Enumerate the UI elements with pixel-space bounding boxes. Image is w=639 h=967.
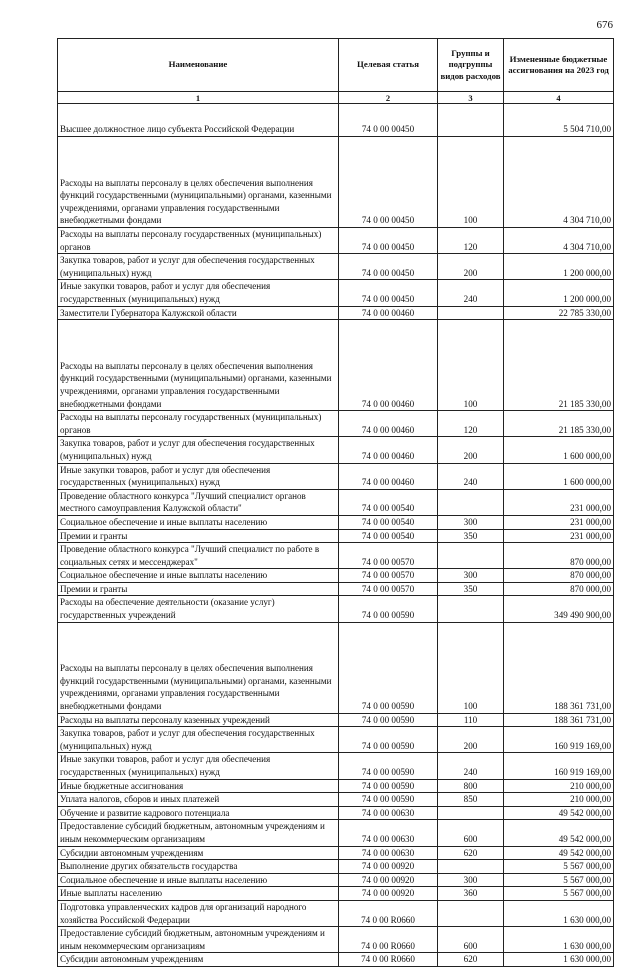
row-name: Закупка товаров, работ и услуг для обеспечения государственных (муниципальных) нужд bbox=[58, 437, 339, 463]
row-name: Выполнение других обязательств государства bbox=[58, 860, 339, 874]
row-target-article: 74 0 00 00630 bbox=[339, 820, 438, 846]
table-row bbox=[58, 463, 614, 489]
header-expense-groups: Группы и подгруппы видов расходов bbox=[438, 39, 504, 92]
row-amount: 231 000,00 bbox=[504, 489, 614, 515]
table-row bbox=[58, 515, 614, 529]
row-target-article: 74 0 00 00630 bbox=[339, 846, 438, 860]
row-target-article: 74 0 00 00920 bbox=[339, 873, 438, 887]
table-row bbox=[58, 596, 614, 622]
row-expense-group: 800 bbox=[438, 779, 504, 793]
row-expense-group: 200 bbox=[438, 727, 504, 753]
row-name: Расходы на выплаты персоналу в целях обеспечения выполнения функций государственными (муниципальными) органами, казенными учреждениями, органами управления государственными внебюджетными фондами bbox=[58, 622, 339, 713]
row-target-article: 74 0 00 00460 bbox=[339, 320, 438, 411]
row-target-article: 74 0 00 00590 bbox=[339, 596, 438, 622]
row-name: Подготовка управленческих кадров для организаций народного хозяйства Российской Федерации bbox=[58, 900, 339, 926]
header-allocations: Измененные бюджетные ассигнования на 2023 год bbox=[504, 39, 614, 92]
column-number: 4 bbox=[504, 92, 614, 104]
row-amount: 870 000,00 bbox=[504, 582, 614, 596]
table-row bbox=[58, 953, 614, 967]
row-target-article: 74 0 00 00570 bbox=[339, 569, 438, 583]
row-amount: 188 361 731,00 bbox=[504, 713, 614, 727]
row-name: Обучение и развитие кадрового потенциала bbox=[58, 806, 339, 820]
row-amount: 4 304 710,00 bbox=[504, 228, 614, 254]
row-target-article: 74 0 00 00630 bbox=[339, 806, 438, 820]
row-amount: 1 630 000,00 bbox=[504, 900, 614, 926]
row-amount: 1 200 000,00 bbox=[504, 254, 614, 280]
row-target-article: 74 0 00 00460 bbox=[339, 463, 438, 489]
table-row bbox=[58, 569, 614, 583]
row-amount: 22 785 330,00 bbox=[504, 306, 614, 320]
row-amount: 1 630 000,00 bbox=[504, 953, 614, 967]
row-expense-group bbox=[438, 596, 504, 622]
row-expense-group bbox=[438, 306, 504, 320]
table-row bbox=[58, 927, 614, 953]
row-expense-group: 100 bbox=[438, 320, 504, 411]
row-name: Иные закупки товаров, работ и услуг для обеспечения государственных (муниципальных) нужд bbox=[58, 753, 339, 779]
row-amount: 4 304 710,00 bbox=[504, 137, 614, 228]
row-name: Проведение областного конкурса "Лучший специалист органов местного самоуправления Калужской области" bbox=[58, 489, 339, 515]
row-amount: 49 542 000,00 bbox=[504, 820, 614, 846]
row-amount: 210 000,00 bbox=[504, 793, 614, 807]
row-name: Социальное обеспечение и иные выплаты населению bbox=[58, 569, 339, 583]
table-row bbox=[58, 887, 614, 901]
table-row bbox=[58, 860, 614, 874]
table-row bbox=[58, 543, 614, 569]
row-name: Расходы на обеспечение деятельности (оказание услуг) государственных учреждений bbox=[58, 596, 339, 622]
table-row bbox=[58, 713, 614, 727]
row-expense-group: 850 bbox=[438, 793, 504, 807]
row-amount: 5 567 000,00 bbox=[504, 860, 614, 874]
table-row bbox=[58, 529, 614, 543]
row-expense-group: 600 bbox=[438, 820, 504, 846]
row-expense-group: 360 bbox=[438, 887, 504, 901]
row-name: Иные выплаты населению bbox=[58, 887, 339, 901]
table-row bbox=[58, 582, 614, 596]
row-expense-group: 240 bbox=[438, 280, 504, 306]
row-amount: 5 567 000,00 bbox=[504, 873, 614, 887]
row-name: Предоставление субсидий бюджетным, автономным учреждениям и иным некоммерческим организациям bbox=[58, 820, 339, 846]
table-row bbox=[58, 806, 614, 820]
row-target-article: 74 0 00 00920 bbox=[339, 887, 438, 901]
row-expense-group: 100 bbox=[438, 622, 504, 713]
budget-table bbox=[57, 38, 614, 967]
row-expense-group: 200 bbox=[438, 254, 504, 280]
row-expense-group bbox=[438, 860, 504, 874]
row-amount: 1 600 000,00 bbox=[504, 463, 614, 489]
row-name: Высшее должностное лицо субъекта Российской Федерации bbox=[58, 104, 339, 137]
row-expense-group: 240 bbox=[438, 463, 504, 489]
row-target-article: 74 0 00 00920 bbox=[339, 860, 438, 874]
row-amount: 160 919 169,00 bbox=[504, 753, 614, 779]
row-target-article: 74 0 00 R0660 bbox=[339, 900, 438, 926]
header-row bbox=[58, 39, 614, 92]
table-body bbox=[58, 104, 614, 967]
row-name: Иные закупки товаров, работ и услуг для обеспечения государственных (муниципальных) нужд bbox=[58, 463, 339, 489]
row-target-article: 74 0 00 R0660 bbox=[339, 927, 438, 953]
table-row bbox=[58, 753, 614, 779]
row-expense-group: 120 bbox=[438, 411, 504, 437]
header-target-article: Целевая статья bbox=[339, 39, 438, 92]
row-expense-group: 100 bbox=[438, 137, 504, 228]
column-number-row bbox=[58, 92, 614, 104]
page-number: 676 bbox=[596, 19, 613, 31]
row-expense-group: 300 bbox=[438, 873, 504, 887]
row-amount: 349 490 900,00 bbox=[504, 596, 614, 622]
row-target-article: 74 0 00 00460 bbox=[339, 411, 438, 437]
row-amount: 1 600 000,00 bbox=[504, 437, 614, 463]
row-target-article: 74 0 00 00450 bbox=[339, 228, 438, 254]
column-number: 3 bbox=[438, 92, 504, 104]
row-name: Расходы на выплаты персоналу в целях обеспечения выполнения функций государственными (муниципальными) органами, казенными учреждениями, органами управления государственными внебюджетными фондами bbox=[58, 320, 339, 411]
row-target-article: 74 0 00 00460 bbox=[339, 437, 438, 463]
table-row bbox=[58, 254, 614, 280]
table-row bbox=[58, 793, 614, 807]
row-target-article: 74 0 00 00450 bbox=[339, 280, 438, 306]
row-expense-group: 350 bbox=[438, 582, 504, 596]
row-name: Заместители Губернатора Калужской области bbox=[58, 306, 339, 320]
row-amount: 870 000,00 bbox=[504, 569, 614, 583]
row-amount: 21 185 330,00 bbox=[504, 320, 614, 411]
row-target-article: 74 0 00 00540 bbox=[339, 529, 438, 543]
row-amount: 1 200 000,00 bbox=[504, 280, 614, 306]
row-target-article: 74 0 00 R0660 bbox=[339, 953, 438, 967]
row-expense-group: 240 bbox=[438, 753, 504, 779]
row-name: Социальное обеспечение и иные выплаты населению bbox=[58, 873, 339, 887]
row-amount: 160 919 169,00 bbox=[504, 727, 614, 753]
table-row bbox=[58, 137, 614, 228]
row-name: Иные бюджетные ассигнования bbox=[58, 779, 339, 793]
row-name: Социальное обеспечение и иные выплаты населению bbox=[58, 515, 339, 529]
row-name: Расходы на выплаты персоналу государственных (муниципальных) органов bbox=[58, 411, 339, 437]
row-name: Проведение областного конкурса "Лучший специалист по работе в социальных сетях и мессенджерах" bbox=[58, 543, 339, 569]
row-target-article: 74 0 00 00450 bbox=[339, 254, 438, 280]
row-expense-group: 600 bbox=[438, 927, 504, 953]
row-amount: 210 000,00 bbox=[504, 779, 614, 793]
row-target-article: 74 0 00 00540 bbox=[339, 515, 438, 529]
row-name: Иные закупки товаров, работ и услуг для обеспечения государственных (муниципальных) нужд bbox=[58, 280, 339, 306]
table-row bbox=[58, 306, 614, 320]
row-name: Субсидии автономным учреждениям bbox=[58, 846, 339, 860]
row-expense-group: 300 bbox=[438, 515, 504, 529]
row-target-article: 74 0 00 00590 bbox=[339, 779, 438, 793]
column-number: 2 bbox=[339, 92, 438, 104]
row-name: Уплата налогов, сборов и иных платежей bbox=[58, 793, 339, 807]
row-name: Расходы на выплаты персоналу в целях обеспечения выполнения функций государственными (муниципальными) органами, казенными учреждениями, органами управления государственными внебюджетными фондами bbox=[58, 137, 339, 228]
row-expense-group: 300 bbox=[438, 569, 504, 583]
table-row bbox=[58, 727, 614, 753]
row-expense-group: 120 bbox=[438, 228, 504, 254]
table-row bbox=[58, 779, 614, 793]
row-name: Закупка товаров, работ и услуг для обеспечения государственных (муниципальных) нужд bbox=[58, 254, 339, 280]
row-name: Расходы на выплаты персоналу государственных (муниципальных) органов bbox=[58, 228, 339, 254]
table-row bbox=[58, 104, 614, 137]
table-row bbox=[58, 228, 614, 254]
row-expense-group bbox=[438, 900, 504, 926]
row-expense-group bbox=[438, 104, 504, 137]
row-name: Субсидии автономным учреждениям bbox=[58, 953, 339, 967]
row-target-article: 74 0 00 00590 bbox=[339, 727, 438, 753]
row-amount: 1 630 000,00 bbox=[504, 927, 614, 953]
row-amount: 5 567 000,00 bbox=[504, 887, 614, 901]
row-expense-group bbox=[438, 543, 504, 569]
table-row bbox=[58, 437, 614, 463]
table-row bbox=[58, 489, 614, 515]
row-target-article: 74 0 00 00570 bbox=[339, 543, 438, 569]
row-target-article: 74 0 00 00570 bbox=[339, 582, 438, 596]
row-target-article: 74 0 00 00540 bbox=[339, 489, 438, 515]
table-row bbox=[58, 622, 614, 713]
table-row bbox=[58, 900, 614, 926]
row-amount: 231 000,00 bbox=[504, 515, 614, 529]
row-expense-group: 110 bbox=[438, 713, 504, 727]
header-name: Наименование bbox=[58, 39, 339, 92]
row-target-article: 74 0 00 00450 bbox=[339, 137, 438, 228]
row-target-article: 74 0 00 00590 bbox=[339, 793, 438, 807]
row-name: Расходы на выплаты персоналу казенных учреждений bbox=[58, 713, 339, 727]
row-target-article: 74 0 00 00450 bbox=[339, 104, 438, 137]
table-row bbox=[58, 280, 614, 306]
row-target-article: 74 0 00 00590 bbox=[339, 753, 438, 779]
row-expense-group: 350 bbox=[438, 529, 504, 543]
row-target-article: 74 0 00 00590 bbox=[339, 622, 438, 713]
row-expense-group bbox=[438, 489, 504, 515]
table-row bbox=[58, 873, 614, 887]
row-amount: 870 000,00 bbox=[504, 543, 614, 569]
row-amount: 21 185 330,00 bbox=[504, 411, 614, 437]
row-amount: 49 542 000,00 bbox=[504, 806, 614, 820]
row-target-article: 74 0 00 00590 bbox=[339, 713, 438, 727]
row-expense-group: 200 bbox=[438, 437, 504, 463]
row-amount: 49 542 000,00 bbox=[504, 846, 614, 860]
row-name: Премии и гранты bbox=[58, 529, 339, 543]
row-expense-group bbox=[438, 806, 504, 820]
row-name: Премии и гранты bbox=[58, 582, 339, 596]
table-row bbox=[58, 846, 614, 860]
row-expense-group: 620 bbox=[438, 953, 504, 967]
row-expense-group: 620 bbox=[438, 846, 504, 860]
table-row bbox=[58, 411, 614, 437]
row-amount: 188 361 731,00 bbox=[504, 622, 614, 713]
table-row bbox=[58, 820, 614, 846]
row-target-article: 74 0 00 00460 bbox=[339, 306, 438, 320]
row-name: Закупка товаров, работ и услуг для обеспечения государственных (муниципальных) нужд bbox=[58, 727, 339, 753]
column-number: 1 bbox=[58, 92, 339, 104]
row-amount: 5 504 710,00 bbox=[504, 104, 614, 137]
row-amount: 231 000,00 bbox=[504, 529, 614, 543]
table-row bbox=[58, 320, 614, 411]
row-name: Предоставление субсидий бюджетным, автономным учреждениям и иным некоммерческим организациям bbox=[58, 927, 339, 953]
